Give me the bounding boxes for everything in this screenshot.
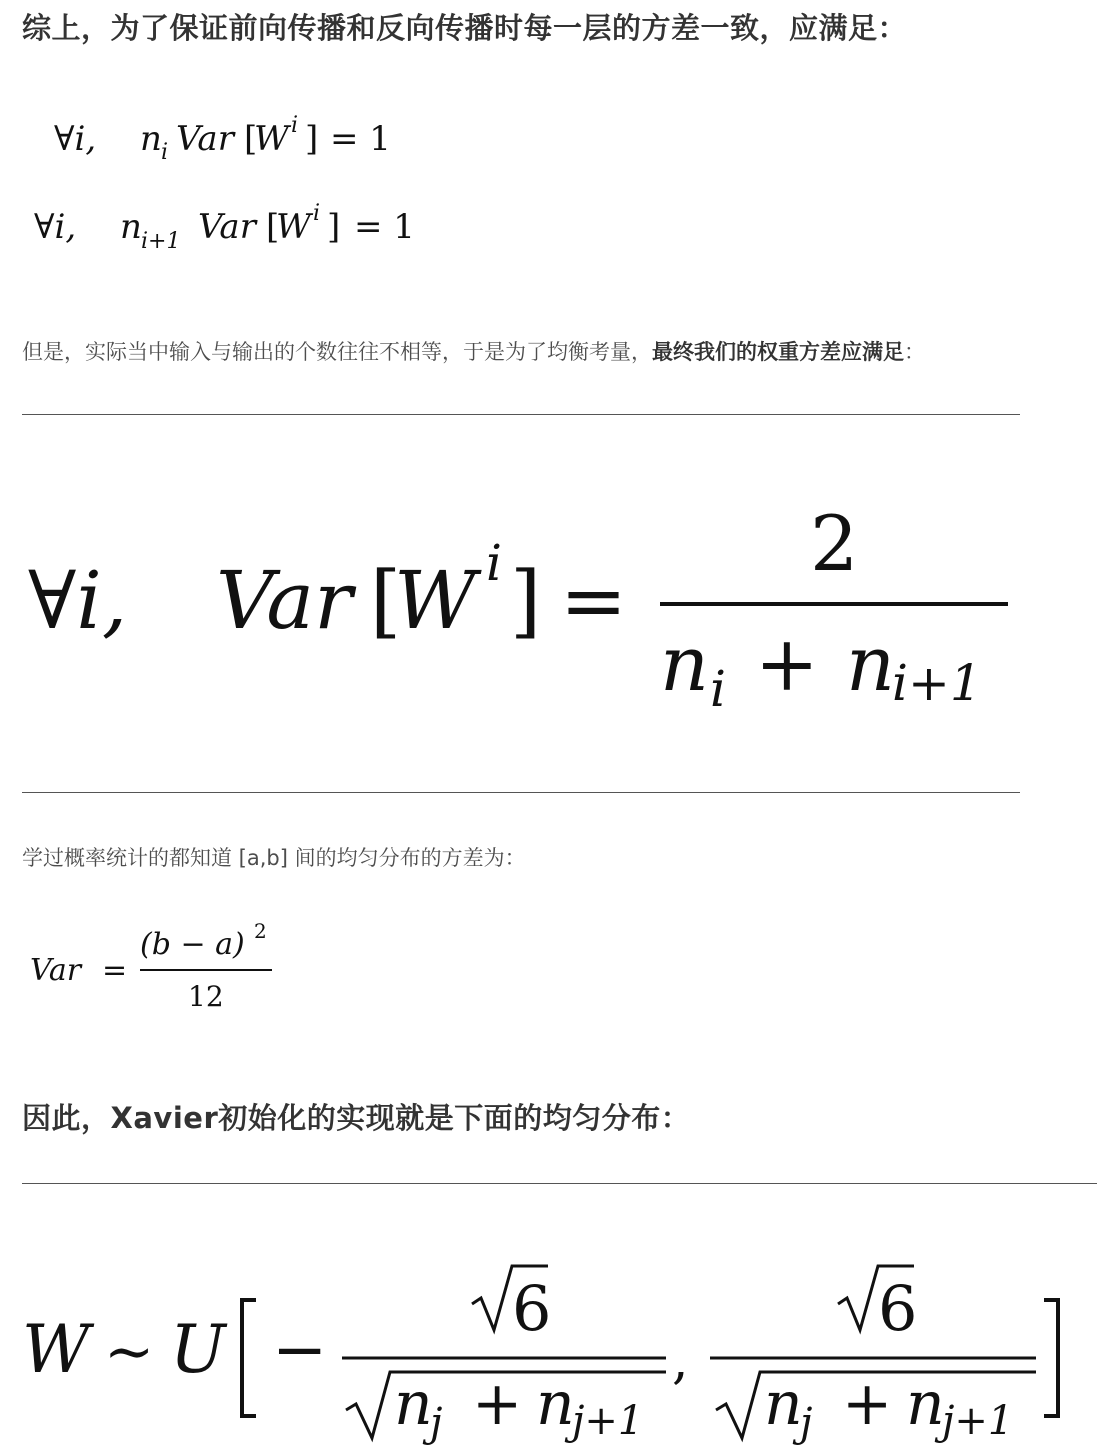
eq5-den2-n2: n [906,1369,945,1439]
eq5-num2-six: 6 [878,1272,918,1345]
eq5-den2-sub2: j+1 [942,1398,1014,1444]
eq1-n-sub: i [161,140,169,165]
eq4-equals: = [102,953,128,988]
divider-1 [22,414,1020,415]
eq5-w: W [22,1311,90,1388]
eq4-num-sup: 2 [254,919,267,943]
eq5-left-bracket [242,1300,256,1416]
eq5-num1-six: 6 [512,1272,552,1345]
eq3-numerator: 2 [810,499,859,588]
divider-2 [22,792,1020,793]
eq3-plus: + [755,619,819,708]
eq3-w: W [394,554,477,647]
heading-variance-condition: 综上，为了保证前向传播和反向传播时每一层的方差一致，应满足： [22,11,908,45]
eq2-bracket-close: ] [327,207,341,247]
eq1-forall: ∀i, [54,119,97,159]
para1-text: 但是，实际当中输入与输出的个数往往不相等，于是为了均衡考量， [22,340,652,364]
equation-xavier-uniform [20,1260,1080,1445]
eq5-tilde: ∼ [104,1317,155,1387]
paragraph-balance-note [22,336,925,366]
equation-uniform-variance [28,920,288,1020]
eq5-den1-n2: n [536,1369,575,1439]
eq5-den2-sub1: j [800,1400,813,1445]
eq5-minus: − [272,1311,328,1388]
eq5-den1-n1: n [394,1369,433,1439]
eq2-n-sub: i+1 [141,229,181,254]
eq3-den-n2: n [846,619,895,708]
eq5-den2-plus: + [842,1369,893,1439]
eq4-denominator: 12 [188,980,224,1013]
eq2-rhs: = 1 [354,207,415,247]
eq1-w: W [254,119,289,159]
eq2-n: n [120,207,142,247]
eq2-w-sup: i [313,201,321,226]
eq2-bracket-open: [ [266,207,280,247]
eq5-den1-sub2: j+1 [572,1398,644,1444]
eq5-right-bracket [1044,1300,1058,1416]
eq3-bracket-open: [ [370,554,402,647]
para1-bold: 最终我们的权重方差应满足 [652,340,904,364]
eq3-den-n1: n [660,619,709,708]
eq5-u: U [170,1311,226,1388]
eq2-var: Var [198,207,256,247]
equation-forward-variance [40,105,460,175]
eq2-w: W [276,207,311,247]
eq5-den2-n1: n [764,1369,803,1439]
eq5-den1-plus: + [472,1369,523,1439]
divider-3 [22,1183,1097,1184]
equation-final-variance [20,500,1020,720]
eq3-equals: = [560,554,628,647]
eq1-var: Var [176,119,234,159]
eq4-var: Var [30,953,82,988]
eq1-n: n [140,119,162,159]
eq5-comma: , [672,1331,689,1391]
eq3-var: Var [216,554,353,647]
equation-backward-variance [20,192,460,267]
paragraph-uniform-variance: 学过概率统计的都知道 [a,b] 间的均匀分布的方差为： [22,846,526,870]
eq1-bracket-close: ] [305,119,319,159]
eq5-den1-sub1: j [430,1400,443,1445]
eq2-forall: ∀i, [34,207,77,247]
eq3-bracket-close: ] [510,554,542,647]
eq1-bracket-open: [ [244,119,258,159]
eq3-w-sup: i [486,534,502,592]
eq4-numerator: (b − a) [140,927,245,962]
heading-xavier: 因此，Xavier初始化的实现就是下面的均匀分布： [22,1101,691,1135]
eq1-rhs: = 1 [330,119,391,159]
eq3-den-sub1: i [710,660,726,718]
para1-colon: ： [904,340,925,364]
eq3-den-sub2: i+1 [892,654,982,712]
eq1-w-sup: i [291,113,299,138]
eq3-forall: ∀i, [28,554,128,647]
